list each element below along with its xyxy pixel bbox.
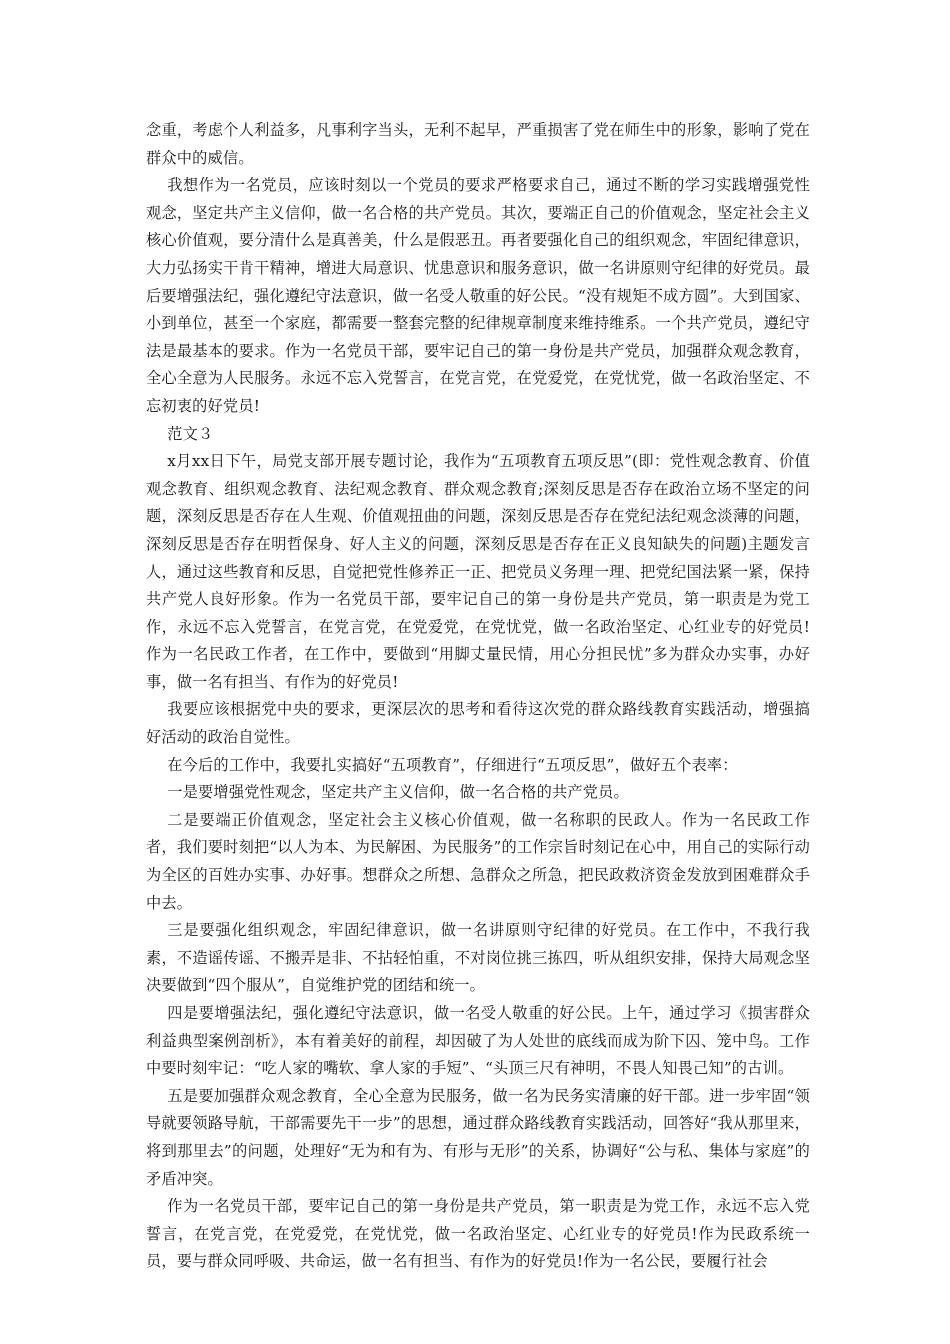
paragraph-point-three: 三是要强化组织观念，牢固纪律意识，做一名讲原则守纪律的好党员。在工作中，不我行我素，不造谣传谣、不搬弄是非、不拈轻怕重，不对岗位挑三拣四，听从组织安排，保持大局观念坚决要做到“四个服从”，自觉维护党的团结和统一。 [146, 921, 810, 995]
paragraph-point-one: 一是要增强党性观念，坚定共产主义信仰，做一名合格的共产党员。 [167, 783, 629, 802]
paragraph-point-four: 四是要增强法纪，强化遵纪守法意识，做一名受人敬重的好公民。上午，通过学习《损害群众利益典型案例剖析》，本有着美好的前程，却因破了为人处世的底线而成为阶下囚、笼中鸟。工作中要时刻牢记：“吃人家的嘴软、拿人家的手短”、“头顶三尺有神明，不畏人知畏己知”的古训。 [146, 1004, 810, 1078]
paragraph-central-requirements: 我要应该根据党中央的要求，更深层次的思考和看待这次党的群众路线教育实践活动，增强搞好活动的政治自觉性。 [146, 700, 810, 747]
paragraph-point-two: 二是要端正价值观念，坚定社会主义核心价值观，做一名称职的民政人。作为一名民政工作者，我们要时刻把“以人为本、为民解困、为民服务”的工作宗旨时刻记在心中，用自己的实际行动为全区的百姓办实事、办好事。想群众之所想、急群众之所急，把民政救济资金发放到困难群众手中去。 [146, 810, 810, 912]
paragraph-closing: 作为一名党员干部，要牢记自己的第一身份是共产党员，第一职责是为党工作，永远不忘入党誓言，在党言党，在党爱党，在党忧党，做一名政治坚定、心红业专的好党员!作为民政系统一员，要与群众同呼吸、共命运，做一名有担当、有作为的好党员!作为一名公民，要履行社会 [146, 1197, 810, 1271]
paragraph-five-education: x月xx日下午，局党支部开展专题讨论，我作为“五项教育五项反思”(即：党性观念教育、价值观念教育、组织观念教育、法纪观念教育、群众观念教育;深刻反思是否存在政治立场不坚定的问题，深刻反思是否存在人生观、价值观扭曲的问题，深刻反思是否存在党纪法纪观念淡薄的问题，深刻反思是否存在明哲保身、好人主义的问题，深刻反思是否存在正义良知缺失的问题)主题发言人，通过这些教育和反思，自觉把党性修养正一正、把党员义务理一理、把党纪国法紧一紧，保持共产党人良好形象。作为一名党员干部，要牢记自己的第一身份是共产党员，第一职责是为党工作，永远不忘入党誓言，在党言党，在党爱党，在党忧党，做一名政治坚定、心红业专的好党员!作为一名民政工作者，在工作中，要做到“用脚丈量民情，用心分担民忧”多为群众办实事，办好事，做一名有担当、有作为的好党员! [146, 452, 810, 691]
paragraph-future-work: 在今后的工作中，我要扎实搞好“五项教育”，仔细进行“五项反思”，做好五个表率： [167, 755, 738, 774]
paragraph-point-five: 五是要加强群众观念教育，全心全意为民服务，做一名为民务实清廉的好干部。进一步牢固“领导就要领路导航，干部需要先干一步”的思想，通过群众路线教育实践活动，回答好“我从那里来，将到那里去”的问题，处理好“无为和有为、有形与无形”的关系，协调好“公与私、集体与家庭”的矛盾冲突。 [146, 1086, 810, 1188]
paragraph-party-member-reflection: 我想作为一名党员，应该时刻以一个党员的要求严格要求自己，通过不断的学习实践增强党性观念，坚定共产主义信仰，做一名合格的共产党员。其次，要端正自己的价值观念，坚定社会主义核心价值观，要分清什么是真善美，什么是假恶丑。再者要强化自己的组织观念，牢固纪律意识，大力弘扬实干肯干精神，增进大局意识、忧患意识和服务意识，做一名讲原则守纪律的好党员。最后要增强法纪，强化遵纪守法意识，做一名受人敬重的好公民。“没有规矩不成方圆”。大到国家、小到单位，甚至一个家庭，都需要一整套完整的纪律规章制度来维持维系。一个共产党员，遵纪守法是最基本的要求。作为一名党员干部，要牢记自己的第一身份是共产党员，加强群众观念教育，全心全意为人民服务。永远不忘入党誓言，在党言党，在党爱党，在党忧党，做一名政治坚定、不忘初衷的好党员! [146, 176, 810, 415]
section-heading-example-3: 范文３ [167, 424, 214, 443]
document-body [146, 117, 810, 1276]
paragraph-continuation: 念重，考虑个人利益多，凡事利字当头，无利不起早，严重损害了党在师生中的形象，影响了党在群众中的威信。 [146, 121, 810, 167]
